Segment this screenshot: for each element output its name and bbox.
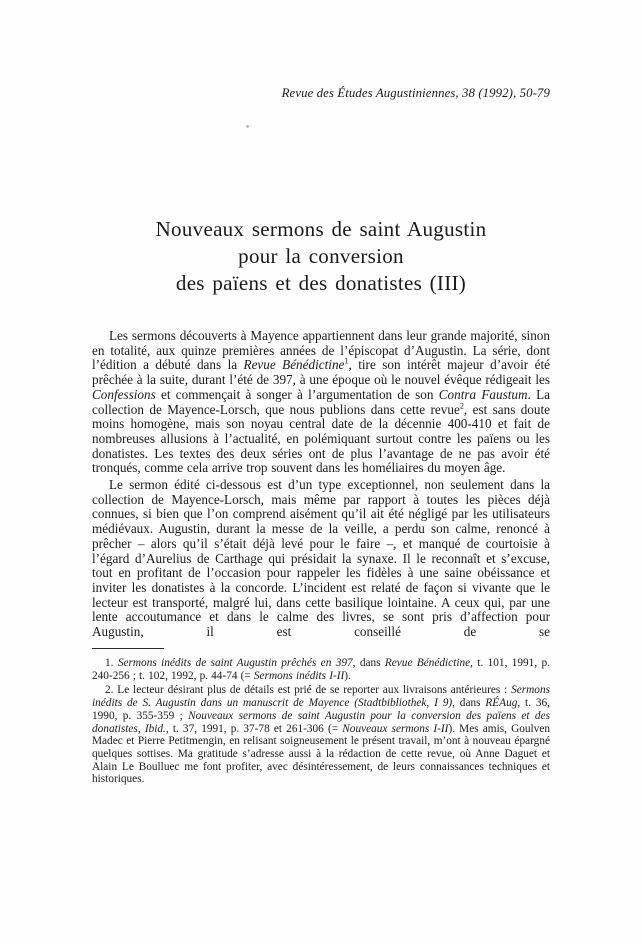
article-body xyxy=(92,329,550,642)
body-paragraph-2: Le sermon édité ci-dessous est d’un type exceptionnel, non seulement dans la collection de Mayence-Lorsch, mais même par rapport à toutes les pièces déjà connues, si bien que l’on comprend aisément qu’il ait été négligé par les utilisateurs médiévaux. Augustin, durant la messe de la veille, a perdu son calme, renoncé à prêcher – alors qu’il s’était déjà levé pour le faire –, et manqué de courtoisie à l’égard d’Aurelius de Carthage qui présidait la synaxe. Il le reconnaît et s’excuse, tout en profitant de l’occasion pour rappeler les fidèles à une saine obéissance et inviter les donatistes à la concorde. L’incident est relaté de façon si vivante que le lecteur est transporté, malgré lui, dans cette basilique lointaine. A ceux qui, par une lente accoutumance et dans le calme des livres, se sont pris d’affection pour Augustin, il est conseillé de se xyxy=(92,477,550,640)
article-title-line-2: pour la conversion xyxy=(238,244,404,268)
scan-artifact-dot xyxy=(246,125,249,128)
journal-reference: Revue des Études Augustiniennes, 38 (1992), 50-79 xyxy=(281,86,550,100)
article-title xyxy=(92,216,550,297)
article-title-line-3: des païens et des donatistes (III) xyxy=(175,271,467,295)
article-title-line-1: Nouveaux sermons de saint Augustin xyxy=(155,217,487,241)
footnote-separator-rule xyxy=(92,648,164,649)
footnote-1: 1. Sermons inédits de saint Augustin prêchés en 397, dans Revue Bénédictine, t. 101, 1991, p. 240-256 ; t. 102, 1992, p. 44-74 (= Sermons inédits I-II). xyxy=(92,657,550,682)
footnote-2: 2. Le lecteur désirant plus de détails est prié de se reporter aux livraisons antérieures : Sermons inédits de S. Augustin dans un manuscrit de Mayence (Stadtbibliothek, I 9), dans RÉAug, t. 36, 1990, p. 355-359 ; Nouveaux sermons de saint Augustin pour la conversion des païens et des donatistes, Ibid., t. 37, 1991, p. 37-78 et 261-306 (= Nouveaux sermons I-II). Mes amis, Goulven Madec et Pierre Petitmengin, en relisant soigneusement le présent travail, m’ont à nouveau épargné quelques sottises. Ma gratitude s’adresse aussi à la rédaction de cette revue, où Anne Daguet et Alain Le Boulluec me font profiter, avec désintéressement, de leurs connaissances techniques et historiques. xyxy=(92,684,551,786)
footnotes-section xyxy=(92,648,550,788)
body-paragraph-1: Les sermons découverts à Mayence appartiennent dans leur grande majorité, sinon en totalité, aux quinze premières années de l’épiscopat d’Augustin. La série, dont l’édition a débuté dans la Revue Bénédictine$^1$, tire son intérêt majeur d’avoir été prêchée à la suite, durant l’été de 397, à une époque où le nouvel évêque rédigeait les Confessions et commençait à songer à l’argumentation de son Contra Faustum. La collection de Mayence-Lorsch, que nous publions dans cette revue$^2$, est sans doute moins homogène, mais son noyau central date de la décennie 400-410 et fait de nombreuses allusions à l’actualité, en polémiquant surtout contre les païens ou les donatistes. Les textes des deux séries ont de plus l’avantage de ne pas avoir été tronqués, comme cela arrive trop souvent dans les homéliaires du moyen âge. xyxy=(92,328,551,476)
